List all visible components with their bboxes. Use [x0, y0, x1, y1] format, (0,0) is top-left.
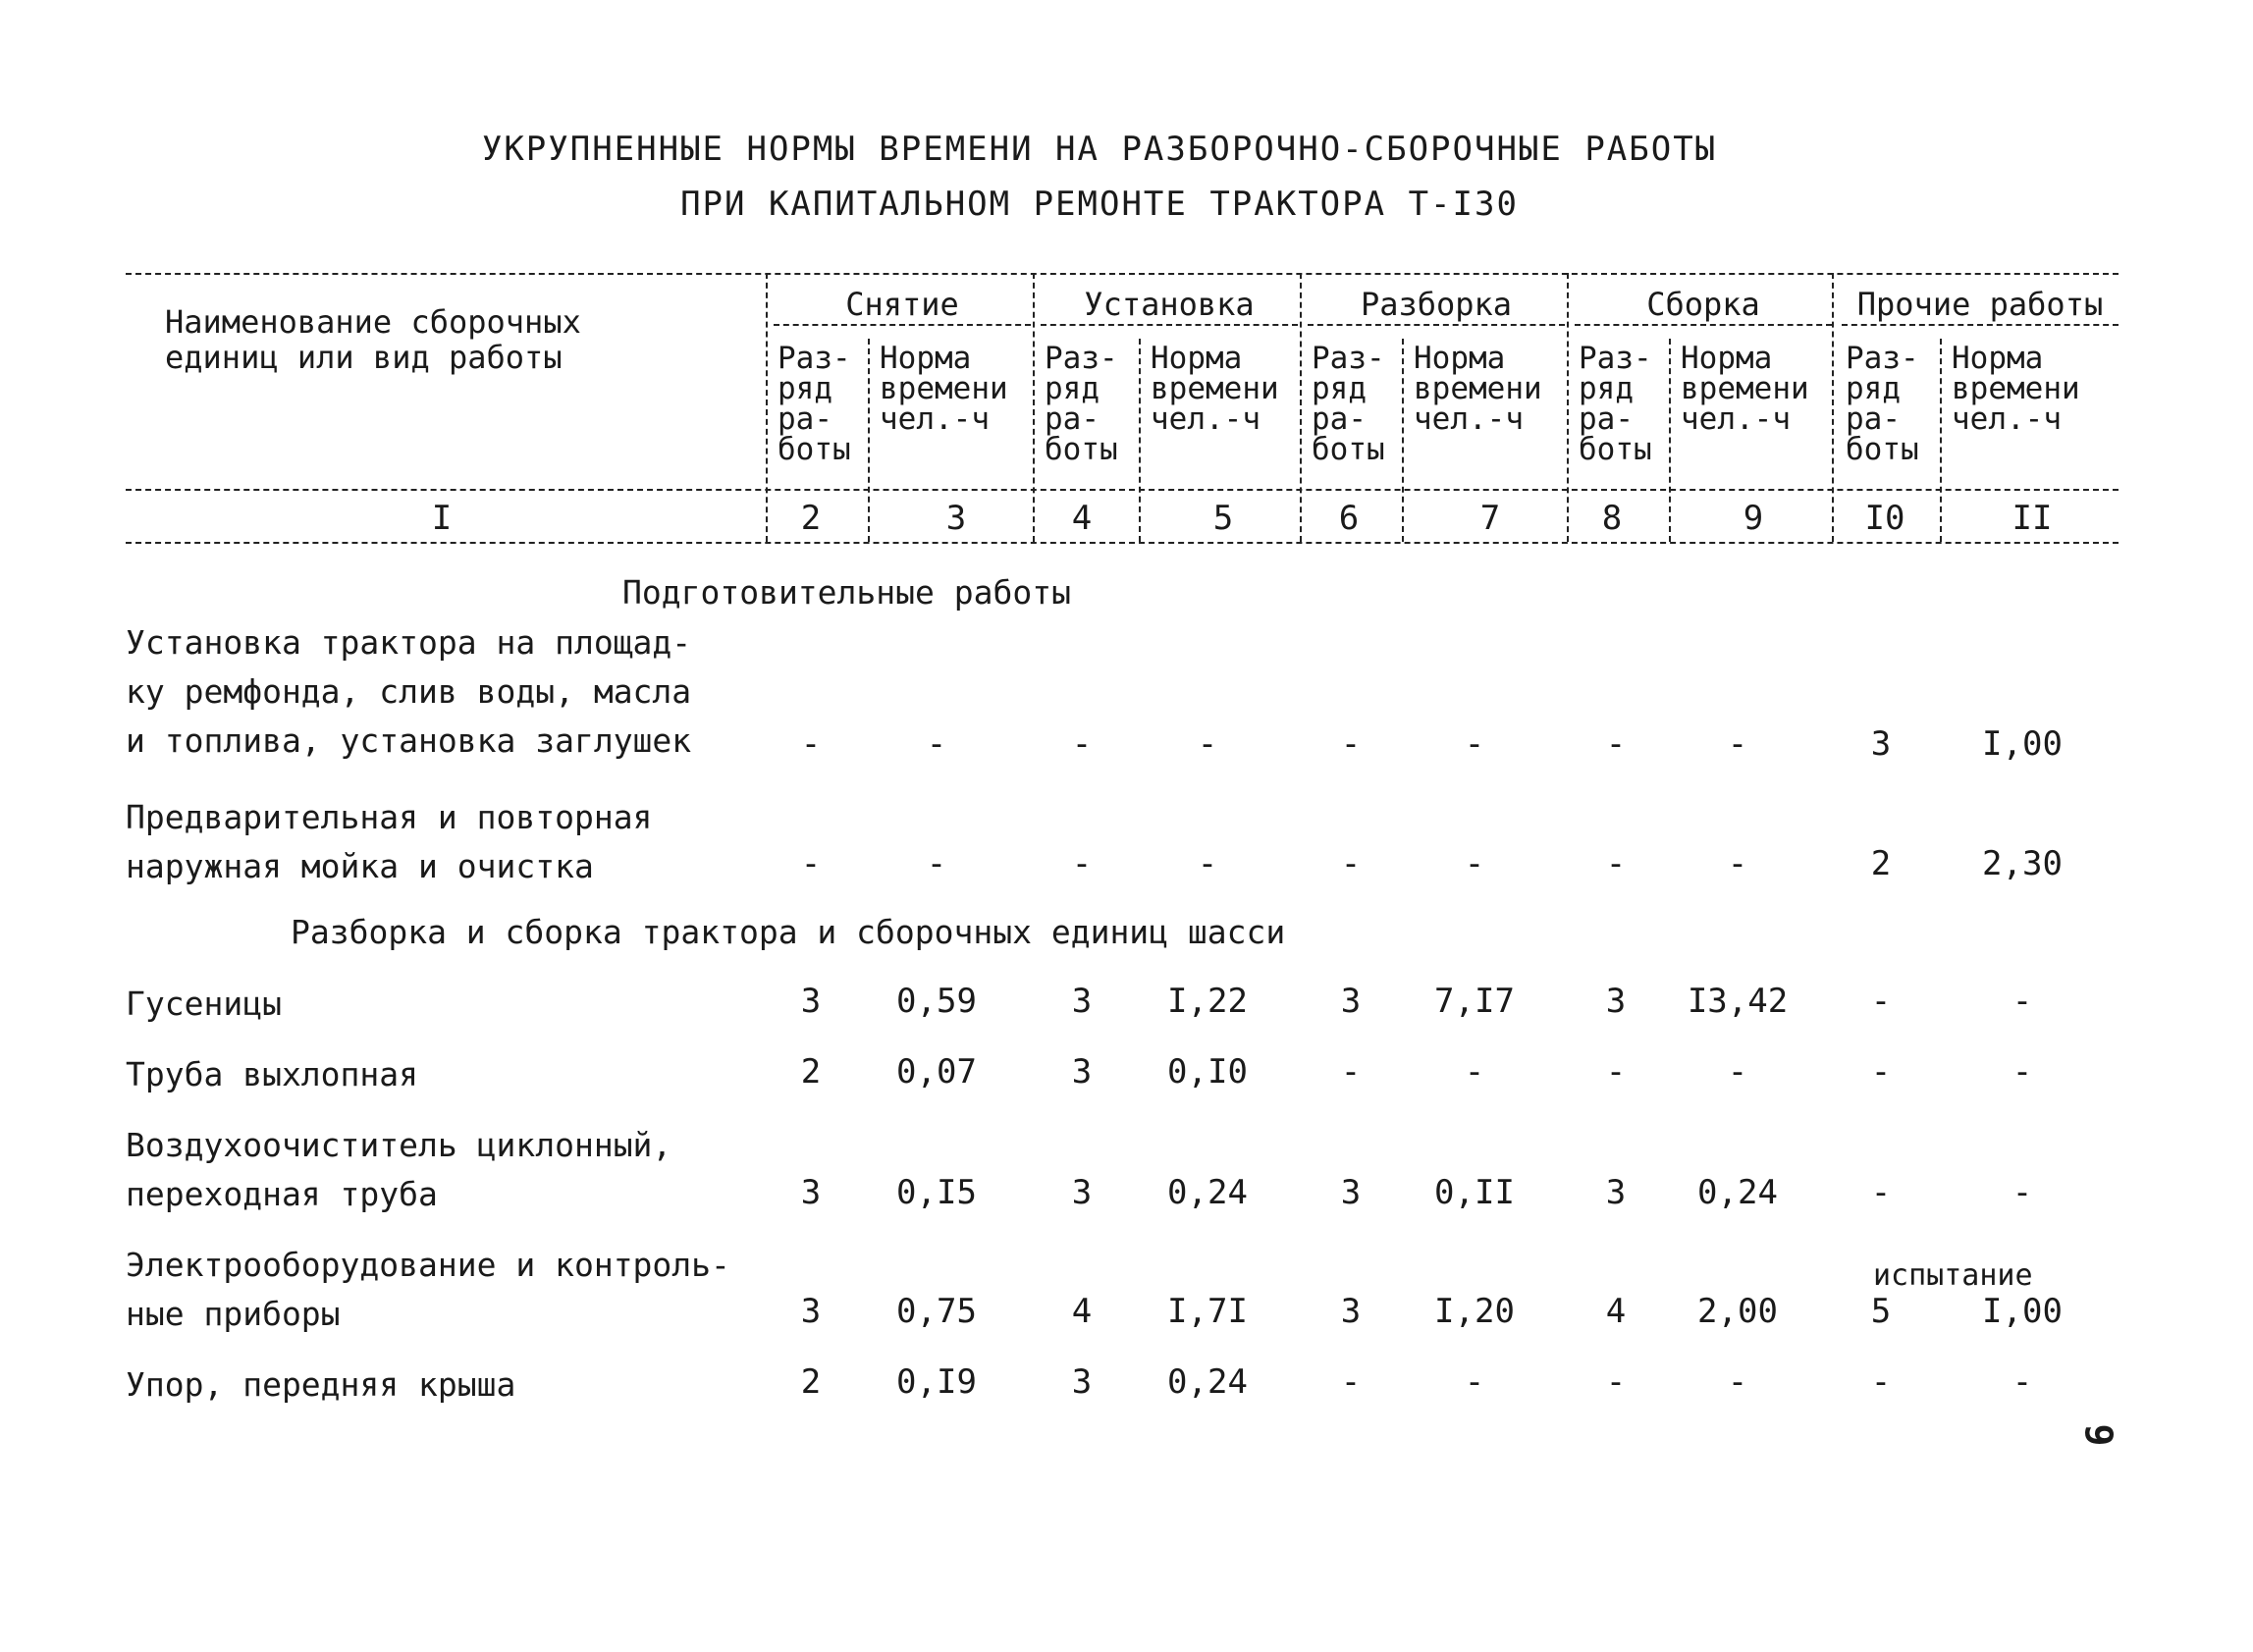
cell-disassembly-norm: -	[1464, 1362, 1485, 1402]
subheader-norm: Норма времени чел.-ч	[1681, 341, 1809, 437]
name-column-header-line-1: Наименование сборочных	[165, 303, 581, 341]
cell-removal-norm: -	[926, 724, 947, 764]
column-number: 9	[1743, 499, 1764, 538]
cell-removal-norm: -	[926, 844, 947, 883]
subheader-norm: Норма времени чел.-ч	[1414, 341, 1542, 437]
cell-disassembly-rank: -	[1340, 844, 1362, 883]
cell-assembly-rank: -	[1605, 1052, 1627, 1092]
group-header-install: Установка	[1084, 286, 1255, 323]
cell-disassembly-rank: 3	[1340, 1292, 1362, 1331]
cell-removal-rank: 3	[800, 1173, 822, 1212]
cell-assembly-rank: 3	[1605, 982, 1627, 1021]
row-note: испытание	[1873, 1258, 2033, 1293]
cell-other-rank: -	[1870, 982, 1892, 1021]
cell-disassembly-norm: 7,I7	[1434, 982, 1515, 1021]
section-title: Подготовительные работы	[622, 573, 1071, 612]
cell-install-rank: -	[1071, 724, 1093, 764]
section-title: Разборка и сборка трактора и сборочных единиц шасси	[291, 913, 1286, 951]
subheader-rank: Раз- ряд ра- боты	[1846, 341, 1919, 467]
cell-removal-rank: 2	[800, 1052, 822, 1092]
cell-assembly-norm: -	[1727, 844, 1748, 883]
column-number: 2	[800, 499, 822, 538]
document-title-line-1: УКРУПНЕННЫЕ НОРМЫ ВРЕМЕНИ НА РАЗБОРОЧНО-СБОРОЧНЫЕ РАБОТЫ	[481, 130, 1718, 169]
cell-disassembly-rank: -	[1340, 724, 1362, 764]
cell-other-norm: -	[2012, 1362, 2033, 1402]
cell-assembly-norm: -	[1727, 1052, 1748, 1092]
cell-assembly-norm: 2,00	[1697, 1292, 1778, 1331]
cell-assembly-rank: -	[1605, 724, 1627, 764]
cell-other-norm: -	[2012, 1173, 2033, 1212]
name-column-header-line-2: единиц или вид работы	[165, 339, 563, 376]
cell-other-rank: -	[1870, 1173, 1892, 1212]
cell-removal-rank: 2	[800, 1362, 822, 1402]
cell-other-norm: I,00	[1982, 724, 2063, 764]
group-rule-disassembly	[1308, 324, 1565, 326]
cell-disassembly-rank: -	[1340, 1052, 1362, 1092]
cell-removal-norm: 0,75	[896, 1292, 977, 1331]
subheader-rank: Раз- ряд ра- боты	[1312, 341, 1385, 467]
cell-assembly-norm: -	[1727, 1362, 1748, 1402]
page-number: 9	[2076, 1423, 2120, 1447]
column-number: I	[431, 499, 453, 538]
cell-other-norm: -	[2012, 1052, 2033, 1092]
document-title-line-2: ПРИ КАПИТАЛЬНОМ РЕМОНТЕ ТРАКТОРА Т-I30	[680, 185, 1519, 224]
column-number: I0	[1864, 499, 1905, 538]
cell-removal-rank: -	[800, 844, 822, 883]
column-numbers-bottom-rule	[126, 542, 2119, 544]
cell-removal-rank: 3	[800, 982, 822, 1021]
cell-install-norm: 0,24	[1167, 1173, 1248, 1212]
cell-install-rank: 3	[1071, 1173, 1093, 1212]
row-name: Гусеницы	[126, 985, 282, 1023]
cell-disassembly-norm: 0,II	[1434, 1173, 1515, 1212]
cell-disassembly-rank: -	[1340, 1362, 1362, 1402]
cell-other-norm: 2,30	[1982, 844, 2063, 883]
column-number: 3	[945, 499, 967, 538]
cell-removal-rank: 3	[800, 1292, 822, 1331]
row-name: Установка трактора на площад- ку ремфонда, слив воды, масла и топлива, установка заглушек	[126, 623, 692, 760]
cell-other-rank: 3	[1870, 724, 1892, 764]
column-number: 8	[1601, 499, 1623, 538]
group-header-other: Прочие работы	[1856, 286, 2104, 323]
cell-removal-rank: -	[800, 724, 822, 764]
cell-install-norm: 0,I0	[1167, 1052, 1248, 1092]
subheader-rank: Раз- ряд ра- боты	[1579, 341, 1652, 467]
cell-disassembly-norm: I,20	[1434, 1292, 1515, 1331]
row-name: Электрооборудование и контроль- ные приборы	[126, 1246, 730, 1333]
cell-assembly-rank: -	[1605, 844, 1627, 883]
table-top-rule	[126, 273, 2119, 275]
subheader-norm: Норма времени чел.-ч	[1952, 341, 2080, 437]
group-header-assembly: Сборка	[1646, 286, 1760, 323]
cell-install-norm: 0,24	[1167, 1362, 1248, 1402]
group-rule-removal	[774, 324, 1031, 326]
group-rule-install	[1041, 324, 1298, 326]
column-number: II	[2012, 499, 2053, 538]
cell-assembly-rank: -	[1605, 1362, 1627, 1402]
cell-install-norm: -	[1197, 844, 1218, 883]
cell-assembly-norm: I3,42	[1687, 982, 1789, 1021]
group-rule-other	[1842, 324, 2119, 326]
cell-removal-norm: 0,I5	[896, 1173, 977, 1212]
cell-removal-norm: 0,59	[896, 982, 977, 1021]
cell-removal-norm: 0,07	[896, 1052, 977, 1092]
row-name: Упор, передняя крыша	[126, 1365, 516, 1404]
cell-disassembly-rank: 3	[1340, 982, 1362, 1021]
subheader-norm: Норма времени чел.-ч	[880, 341, 1008, 437]
cell-install-norm: -	[1197, 724, 1218, 764]
cell-disassembly-rank: 3	[1340, 1173, 1362, 1212]
cell-disassembly-norm: -	[1464, 1052, 1485, 1092]
cell-assembly-rank: 3	[1605, 1173, 1627, 1212]
row-name: Предварительная и повторная наружная мойка и очистка	[126, 798, 653, 885]
cell-other-rank: -	[1870, 1362, 1892, 1402]
cell-disassembly-norm: -	[1464, 724, 1485, 764]
row-name: Труба выхлопная	[126, 1055, 419, 1093]
group-rule-assembly	[1575, 324, 1832, 326]
header-bottom-rule	[126, 489, 2119, 491]
subheader-norm: Норма времени чел.-ч	[1151, 341, 1279, 437]
cell-install-rank: 3	[1071, 1052, 1093, 1092]
cell-removal-norm: 0,I9	[896, 1362, 977, 1402]
row-name: Воздухоочиститель циклонный, переходная труба	[126, 1126, 672, 1213]
cell-install-rank: 3	[1071, 982, 1093, 1021]
cell-assembly-norm: 0,24	[1697, 1173, 1778, 1212]
cell-other-norm: -	[2012, 982, 2033, 1021]
subheader-rank: Раз- ряд ра- боты	[1045, 341, 1118, 467]
subheader-rank: Раз- ряд ра- боты	[778, 341, 851, 467]
cell-disassembly-norm: -	[1464, 844, 1485, 883]
cell-other-norm: I,00	[1982, 1292, 2063, 1331]
group-header-removal: Снятие	[845, 286, 959, 323]
cell-install-rank: 3	[1071, 1362, 1093, 1402]
cell-other-rank: 2	[1870, 844, 1892, 883]
column-number: 4	[1071, 499, 1093, 538]
cell-install-norm: I,7I	[1167, 1292, 1248, 1331]
cell-install-rank: 4	[1071, 1292, 1093, 1331]
column-number: 5	[1212, 499, 1234, 538]
cell-install-norm: I,22	[1167, 982, 1248, 1021]
column-number: 7	[1479, 499, 1501, 538]
cell-assembly-norm: -	[1727, 724, 1748, 764]
cell-assembly-rank: 4	[1605, 1292, 1627, 1331]
cell-other-rank: 5	[1870, 1292, 1892, 1331]
column-number: 6	[1338, 499, 1360, 538]
cell-install-rank: -	[1071, 844, 1093, 883]
cell-other-rank: -	[1870, 1052, 1892, 1092]
group-header-disassembly: Разборка	[1360, 286, 1513, 323]
